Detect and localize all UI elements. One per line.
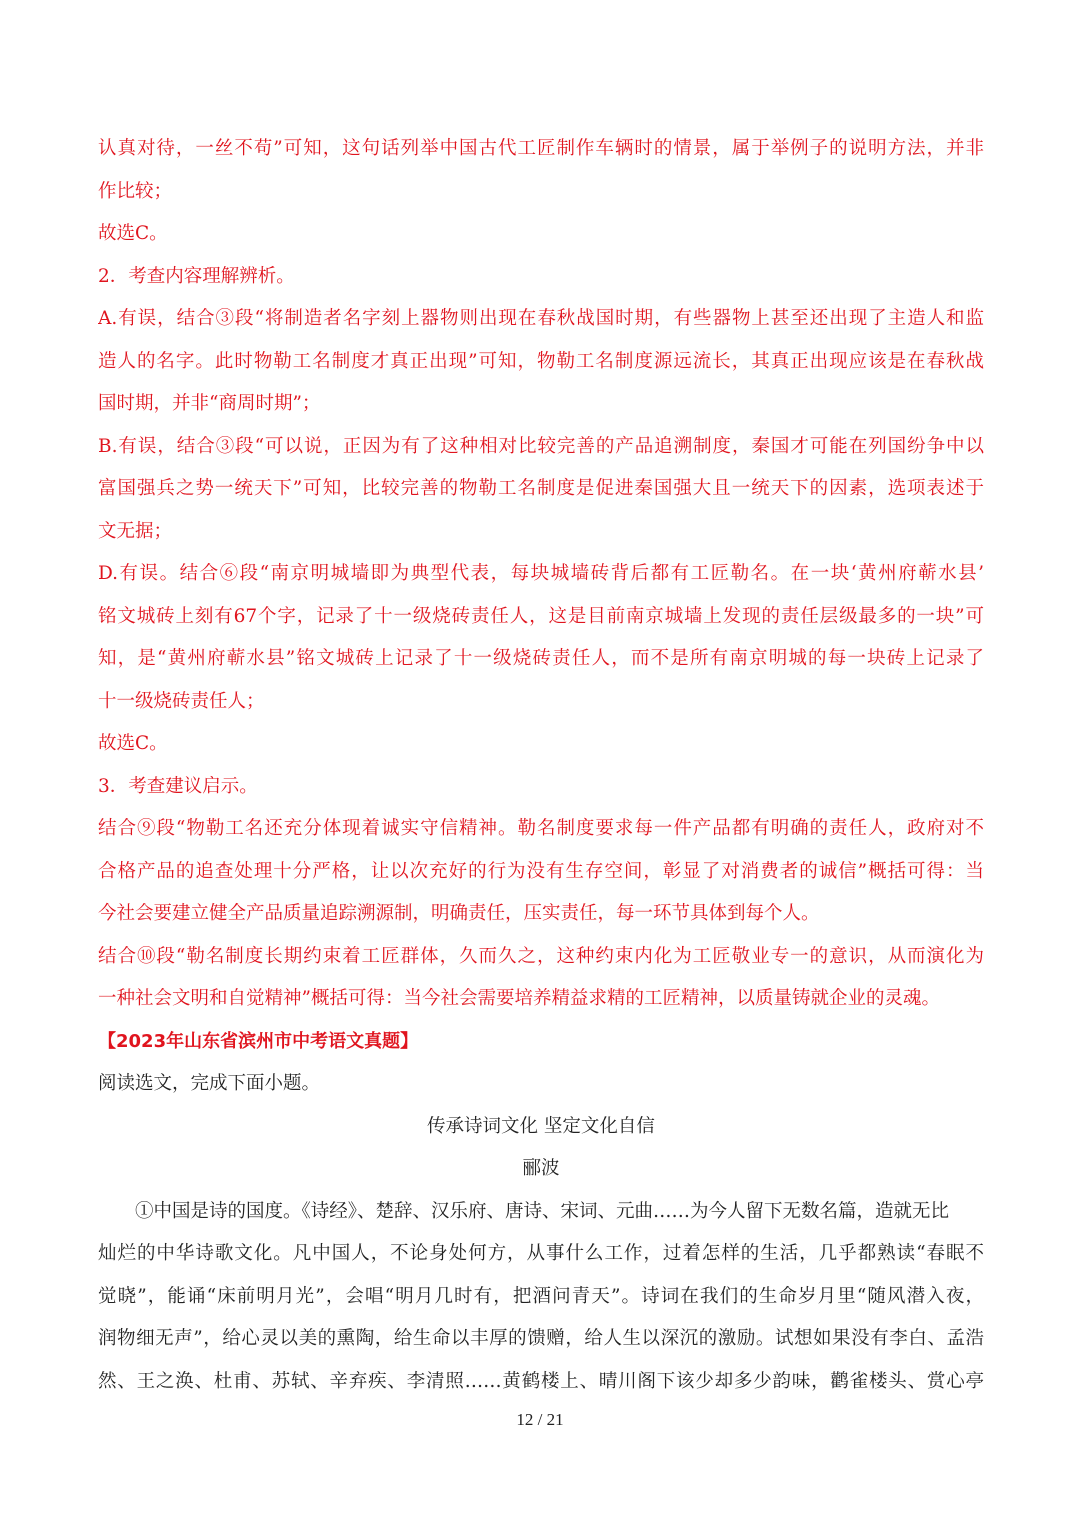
article-paragraph-line: ①中国是诗的国度。《诗经》、楚辞、汉乐府、唐诗、宋词、元曲……为今人留下无数名篇，造就无比 [135,1200,950,1222]
answer-text-line: 十一级烧砖责任人； [98,690,265,712]
answer-text-line: 国时期，并非“商周时期”； [98,393,321,414]
answer-text-line: B.有误，结合③段“可以说，正因为有了这种相对比较完善的产品追溯制度，秦国才可能在列国纷争中以 [98,435,984,457]
answer-text-line: 文无据； [98,520,173,542]
article-title: 传承诗词文化 坚定文化自信 [427,1115,655,1137]
article-paragraph-line: 灿烂的中华诗歌文化。凡中国人，不论身处何方，从事什么工作，过着怎样的生活，几乎都熟读“春眠不 [98,1243,984,1264]
answer-text-line: 结合⑨段“物勒工名还充分体现着诚实守信精神。勒名制度要求每一件产品都有明确的责任人，政府对不 [98,818,984,839]
document-page [98,128,984,1403]
article-paragraph-line: 润物细无声”，给心灵以美的熏陶，给生命以丰厚的馈赠，给人生以深沉的激励。试想如果没有李白、孟浩 [98,1328,984,1349]
page-number: 12 / 21 [516,1410,564,1429]
answer-choice-line: 故选C。 [98,733,168,754]
answer-text-line: 结合⑩段“勒名制度长期约束着工匠群体，久而久之，这种约束内化为工匠敬业专一的意识，从而演化为 [98,945,984,967]
answer-text-line: 造人的名字。此时物勒工名制度才真正出现”可知，物勒工名制度源远流长，其真正出现应该是在春秋战 [98,350,984,372]
answer-text-line: 一种社会文明和自觉精神”概括可得：当今社会需要培养精益求精的工匠精神，以质量铸就企业的灵魂。 [98,988,940,1009]
answer-text-line: 知，是“黄州府蕲水县”铭文城砖上记录了十一级烧砖责任人，而不是所有南京明城的每一块砖上记录了 [98,648,984,669]
answer-text-line: 铭文城砖上刻有67个字，记录了十一级烧砖责任人，这是目前南京城墙上发现的责任层级最多的一块”可 [98,605,984,627]
answer-text-line: 作比较； [98,180,173,202]
answer-text-line: A.有误，结合③段“将制造者名字刻上器物则出现在春秋战国时期，有些器物上甚至还出现了主造人和监 [98,308,984,329]
reading-instruction: 阅读选文，完成下面小题。 [98,1073,321,1094]
article-paragraph-line: 觉晓”，能诵“床前明月光”，会唱“明月几时有，把酒问青天”。诗词在我们的生命岁月里“随风潜入夜， [98,1285,984,1307]
answer-text-line: 认真对待，一丝不苟”可知，这句话列举中国古代工匠制作车辆时的情景，属于举例子的说明方法，并非 [98,138,984,159]
answer-text-line: 富国强兵之势一统天下”可知，比较完善的物勒工名制度是促进秦国强大且一统天下的因素，选项表述于 [98,478,984,499]
article-author: 郦波 [522,1158,560,1179]
question-heading-3: 3．考查建议启示。 [98,775,258,797]
article-paragraph-line: 然、王之涣、杜甫、苏轼、辛弃疾、李清照……黄鹤楼上、晴川阁下该少却多少韵味，鹳雀楼头、赏心亭 [98,1370,984,1392]
answer-choice-line: 故选C。 [98,223,168,244]
question-heading-2: 2．考查内容理解辨析。 [98,265,295,287]
answer-text-line: D.有误。结合⑥段“南京明城墙即为典型代表，每块城墙砖背后都有工匠勒名。在一块‘黄州府蕲水县’ [98,563,984,584]
answer-text-line: 合格产品的追查处理十分严格，让以次充好的行为没有生存空间，彰显了对消费者的诚信”概括可得：当 [98,860,984,882]
answer-text-line: 今社会要建立健全产品质量追踪溯源制，明确责任，压实责任，每一环节具体到每个人。 [98,903,820,924]
exam-source-heading: 【2023年山东省滨州市中考语文真题】 [98,1030,419,1052]
